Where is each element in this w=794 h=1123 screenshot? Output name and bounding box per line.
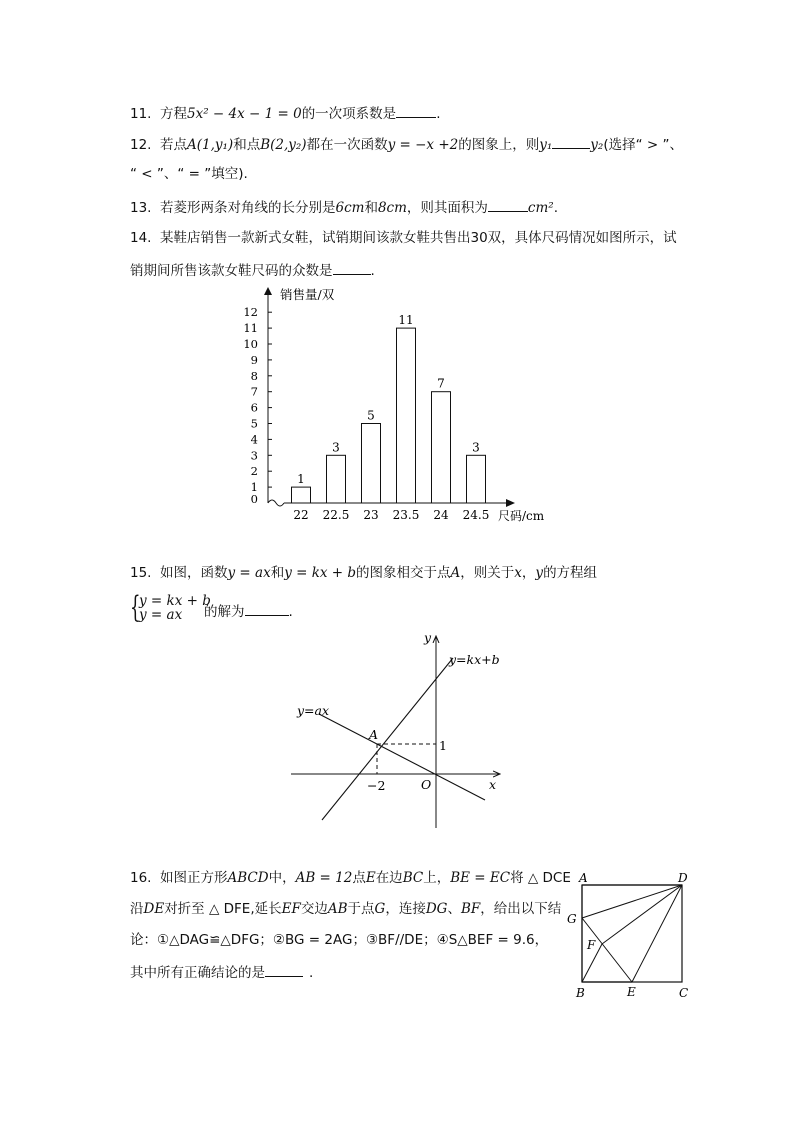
q15-tick-neg2: −2: [367, 778, 386, 793]
q16-l4-text: 其中所有正确结论的是: [130, 965, 265, 981]
q13-end: .: [553, 200, 558, 216]
q15-function-graph: [285, 628, 510, 833]
q16-de: DE: [143, 901, 165, 917]
q16-g: G: [374, 901, 386, 917]
q16-label-a: A: [579, 871, 588, 885]
chart-x-arrow: [506, 499, 515, 507]
q11-text: 方程: [160, 106, 187, 122]
q13-text-3: ，则其面积为: [406, 200, 488, 216]
q15-func-2: y = kx + b: [284, 565, 357, 581]
q16-text: 如图正方形: [160, 870, 228, 886]
q11-answer-blank[interactable]: [396, 103, 436, 118]
q12-function: y = −x +2: [387, 137, 459, 153]
q15-point-label-a: A: [369, 727, 379, 742]
q12-y2: y₂: [590, 137, 604, 153]
chart-x-tick: 22: [293, 508, 309, 522]
q16-text-5: 上，: [423, 870, 451, 886]
q12-text: 若点: [160, 137, 187, 153]
question-13: [130, 197, 558, 217]
chart-bar: [467, 455, 486, 503]
chart-data-label: 7: [437, 376, 445, 391]
q12-number: 12.: [130, 137, 152, 153]
chart-x-tick: 23: [363, 508, 379, 522]
chart-bar: [362, 424, 381, 504]
q16-label-e: E: [627, 985, 636, 999]
q14-number: 14.: [130, 230, 152, 246]
question-16-line2: [130, 900, 561, 918]
q16-label-g: G: [567, 912, 577, 926]
chart-x-tick: 24: [433, 508, 449, 522]
question-14-line2: [130, 260, 375, 280]
chart-y-tick: 12: [243, 305, 258, 320]
q16-l2-text-3: 交边: [300, 901, 328, 917]
q16-number: 16.: [130, 870, 152, 886]
q16-label-c: C: [679, 986, 689, 1000]
chart-y-tick: 10: [243, 337, 258, 351]
q15-origin-label: O: [421, 777, 432, 792]
q11-end: .: [436, 106, 441, 122]
q12-text-3: 都在一次函数: [306, 137, 388, 153]
q16-label-b: B: [576, 986, 585, 1000]
q13-diag-2: 8cm: [377, 200, 407, 216]
q15-comma: ，: [521, 565, 536, 581]
q15-number: 15.: [130, 565, 152, 581]
q16-l2-text: 沿: [130, 901, 144, 917]
q16-square: ABCD: [227, 870, 269, 886]
q15-text-6: 的解为: [204, 604, 245, 620]
q12-text-2: 和点: [233, 137, 261, 153]
q15-line-ax: [319, 714, 485, 800]
q16-l2-text-5: ，连接: [385, 901, 426, 917]
chart-x-tick: 24.5: [462, 508, 490, 522]
q16-l2-text-4: 于点: [347, 901, 375, 917]
q16-square-figure: [565, 868, 695, 1003]
q16-line-df: [602, 885, 682, 944]
q15-system-eq-2: y = ax: [139, 607, 183, 623]
chart-y-tick: 11: [243, 321, 258, 336]
q16-dg: DG: [425, 901, 448, 917]
q11-number: 11.: [130, 106, 152, 122]
chart-y-arrow: [264, 287, 272, 295]
q13-diag-1: 6cm: [335, 200, 365, 216]
q15-answer-blank[interactable]: [245, 601, 289, 616]
q16-text-3: 点: [352, 870, 366, 886]
q16-text-2: 中，: [268, 870, 296, 886]
chart-bar: [432, 392, 451, 503]
chart-bar: [397, 328, 416, 503]
shoe-size-bar-chart: [230, 283, 560, 528]
chart-data-label: 11: [398, 313, 414, 328]
question-12-line2: [130, 165, 248, 183]
q16-sep: 、: [447, 901, 461, 917]
chart-y-tick: 2: [250, 464, 258, 479]
q16-ab2: AB: [327, 901, 348, 917]
q13-text-2: 和: [364, 200, 378, 216]
q15-text: 如图，函数: [160, 565, 228, 581]
q11-text-2: 的一次项系数是: [301, 106, 397, 122]
chart-bar: [292, 487, 311, 503]
q16-ef: EF: [281, 901, 301, 917]
q16-text-4: 在边: [375, 870, 403, 886]
chart-y-tick: 8: [250, 368, 258, 383]
q15-label-kx: y=kx+b: [449, 652, 500, 667]
q15-var-x: x: [514, 565, 522, 581]
q14-answer-blank[interactable]: [333, 260, 371, 275]
q12-answer-blank[interactable]: [552, 134, 590, 149]
q15-var-y: y: [535, 565, 544, 581]
q12-text-5: (选择“ > ”、: [603, 137, 683, 153]
chart-data-label: 1: [297, 472, 305, 487]
q12-y1: y₁: [539, 137, 553, 153]
question-16-line3: [130, 931, 548, 949]
chart-x-tick: 22.5: [322, 508, 350, 522]
q15-label-ax: y=ax: [297, 703, 330, 718]
chart-y-tick: 3: [250, 448, 258, 463]
q15-func-1: y = ax: [227, 565, 271, 581]
q15-end: .: [288, 604, 293, 620]
chart-bar: [327, 455, 346, 503]
q16-bf: BF: [460, 901, 481, 917]
q13-unit: cm²: [527, 200, 554, 216]
question-11: [130, 103, 440, 123]
q16-l2-text-2: 对折至 △ DFE,延长: [164, 901, 282, 917]
question-15: [130, 564, 597, 582]
chart-data-label: 5: [367, 408, 375, 423]
q15-point-a: A: [450, 565, 461, 581]
chart-data-label: 3: [472, 440, 480, 455]
chart-y-tick: 9: [250, 352, 258, 367]
q16-e: E: [365, 870, 376, 886]
q14-text: 某鞋店销售一款新式女鞋，试销期间该款女鞋共售出30双，具体尺码情况如图所示，试: [160, 230, 677, 246]
q15-tick-1: 1: [439, 738, 447, 753]
q16-square-shape: [582, 885, 682, 982]
q16-end: .: [309, 965, 314, 981]
q12-point-a: A(1,y₁): [187, 137, 234, 153]
q12-point-b: B(2,y₂): [260, 137, 307, 153]
q15-text-5: 的方程组: [543, 565, 598, 581]
chart-data-label: 3: [332, 440, 340, 455]
q16-text-6: 将 △ DCE: [510, 870, 571, 886]
q15-text-2: 和: [270, 565, 285, 581]
chart-x-label: 尺码/cm: [498, 509, 545, 523]
chart-y-tick: 0: [250, 492, 258, 506]
q15-y-label: y: [424, 630, 432, 645]
chart-x-tick: 23.5: [392, 508, 420, 522]
q13-number: 13.: [130, 200, 152, 216]
chart-y-label: 销售量/双: [280, 287, 335, 302]
chart-y-tick: 1: [250, 480, 258, 495]
q16-label-f: F: [587, 938, 596, 952]
q16-label-d: D: [678, 871, 688, 885]
q14-text-line2: 销期间所售该款女鞋尺码的众数是: [130, 263, 333, 279]
question-16-line4: [130, 962, 313, 982]
q16-l2-text-6: ，给出以下结: [480, 901, 562, 917]
q15-answer-line: [204, 600, 293, 620]
chart-y-tick: 5: [250, 416, 258, 431]
q11-equation: 5x² − 4x − 1 = 0: [187, 106, 302, 122]
q16-ab: AB = 12: [295, 870, 353, 886]
q15-brace: {: [130, 590, 141, 625]
q12-text-line2: “ < ”、“ = ”填空).: [130, 166, 248, 182]
chart-y-tick: 4: [250, 432, 258, 447]
q15-line-kx-b: [322, 658, 453, 820]
chart-axis-break: [268, 500, 284, 506]
q13-text: 若菱形两条对角线的长分别是: [160, 200, 336, 216]
q15-x-label: x: [489, 777, 497, 792]
question-14: [130, 229, 677, 247]
q16-bc: BC: [402, 870, 424, 886]
q12-text-4: 的图象上，则: [458, 137, 540, 153]
chart-y-tick: 6: [250, 400, 258, 415]
q13-answer-blank[interactable]: [488, 197, 528, 212]
q15-text-3: 的图象相交于点: [356, 565, 451, 581]
q16-be: BE = EC: [450, 870, 511, 886]
chart-y-tick: 7: [250, 384, 258, 399]
q16-answer-blank[interactable]: [265, 962, 303, 977]
question-12: [130, 134, 683, 154]
q15-text-4: ，则关于: [460, 565, 515, 581]
q15-system-eq-1: y = kx + b: [139, 593, 211, 609]
q14-end: .: [370, 263, 375, 279]
question-16: [130, 869, 571, 887]
q16-conclusions: 论：①△DAG≌△DFG；②BG = 2AG；③BF//DE；④S△BEF = 9.6，: [130, 932, 549, 948]
